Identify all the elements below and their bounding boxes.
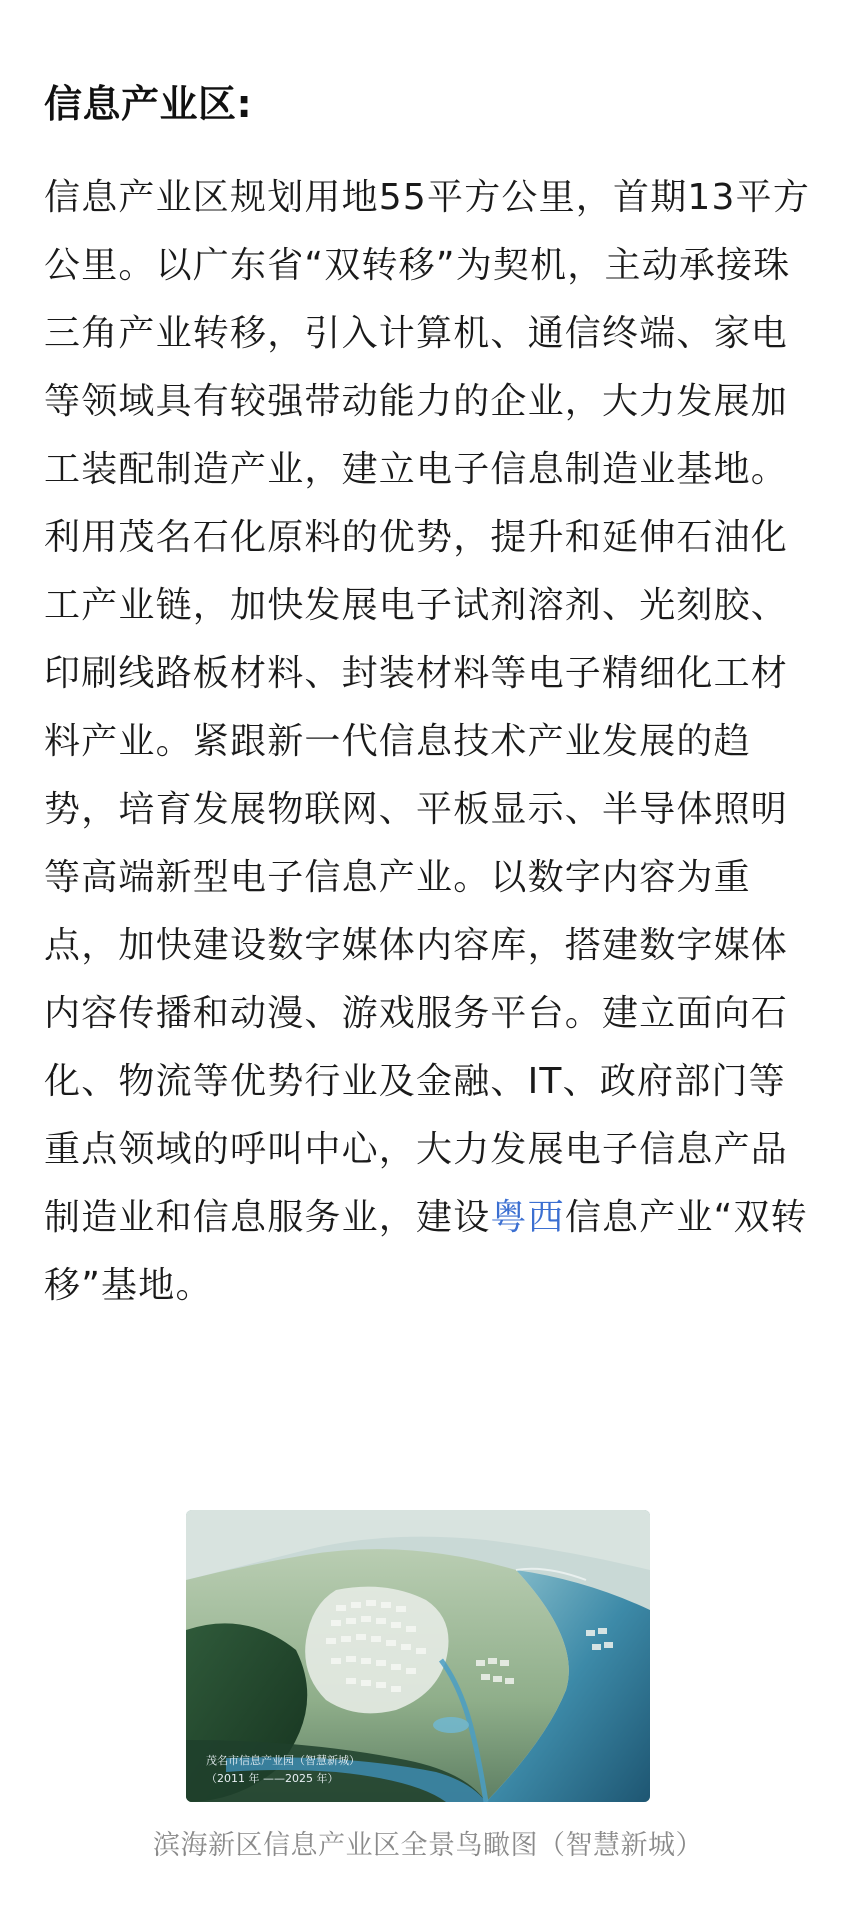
paragraph-text: 信息产业区规划用地55平方公里，首期13平方公里。以广东省“双转移”为契机，主动承接珠三角产业转移，引入计算机、通信终端、家电等领域具有较强带动能力的企业，大力发展加工装配制造产业，建立电子信息制造业基地。利用茂名石化原料的优势，提升和延伸石油化工产业链，加快发展电子试剂溶剂、光刻胶、印刷线路板材料、封装材料等电子精细化工材料产业。紧跟新一代信息技术产业发展的趋势，培育发展物联网、平板显示、半导体照明等高端新型电子信息产业。以数字内容为重点，加快建设数字媒体内容库，搭建数字媒体内容传播和动漫、游戏服务平台。建立面向石化、物流等优势行业及金融、IT、政府部门等重点领域的呼叫中心，大力发展电子信息产品制造业和信息服务业，建设: [44, 177, 811, 1238]
paragraph-text-end: 信息产业“双转移”基地。: [44, 1197, 808, 1306]
image-overlay-years: （2011 年 ——2025 年）: [206, 1772, 339, 1785]
aerial-view-image[interactable]: [186, 1510, 650, 1802]
region-link[interactable]: 粤西: [490, 1197, 565, 1238]
image-caption: 滨海新区信息产业区全景鸟瞰图（智慧新城）: [153, 1830, 703, 1861]
image-overlay-title: 茂名市信息产业园（智慧新城）: [206, 1754, 360, 1767]
section-heading: 信息产业区:: [44, 82, 253, 126]
article-paragraph: [44, 164, 818, 1320]
